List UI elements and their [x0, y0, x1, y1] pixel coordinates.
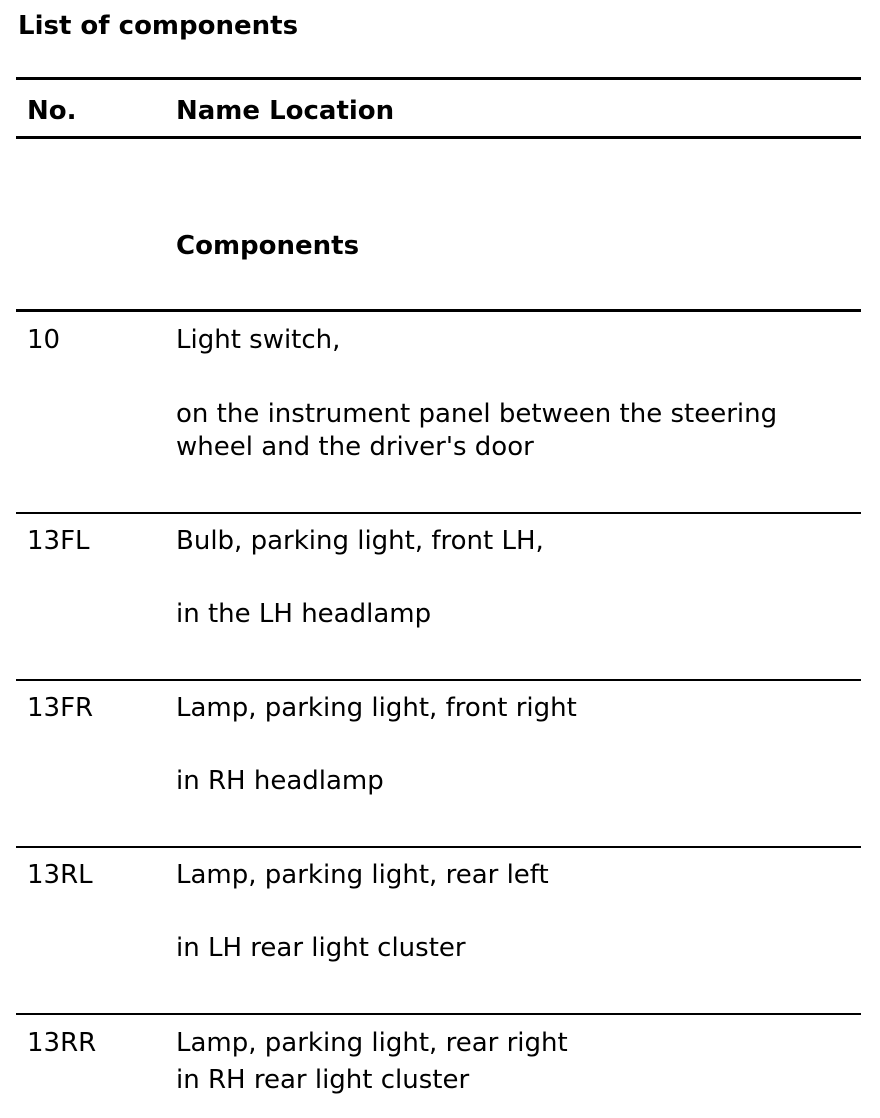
component-location: in RH rear light cluster: [176, 1065, 470, 1095]
header-name-location: Name Location: [176, 96, 395, 126]
component-name: Lamp, parking light, rear right: [176, 1028, 568, 1058]
component-location: wheel and the driver's door: [176, 432, 534, 462]
component-name: Bulb, parking light, front LH,: [176, 526, 544, 556]
component-name: Lamp, parking light, rear left: [176, 860, 549, 890]
row-divider: [16, 512, 861, 514]
component-location: in LH rear light cluster: [176, 933, 466, 963]
section-heading: Components: [176, 231, 360, 261]
row-divider: [16, 679, 861, 681]
row-divider: [16, 1013, 861, 1015]
component-name: Lamp, parking light, front right: [176, 693, 577, 723]
component-location: in the LH headlamp: [176, 599, 432, 629]
section-rule: [16, 309, 861, 312]
component-location: on the instrument panel between the steering: [176, 399, 778, 429]
header-rule: [16, 136, 861, 139]
component-number: 13RR: [27, 1028, 97, 1058]
component-number: 13RL: [27, 860, 93, 890]
header-no: No.: [27, 96, 77, 126]
row-divider: [16, 846, 861, 848]
component-number: 10: [27, 325, 61, 355]
component-number: 13FL: [27, 526, 90, 556]
component-location: in RH headlamp: [176, 766, 384, 796]
component-number: 13FR: [27, 693, 94, 723]
component-name: Light switch,: [176, 325, 341, 355]
top-rule: [16, 77, 861, 80]
page-title: List of components: [18, 11, 299, 41]
